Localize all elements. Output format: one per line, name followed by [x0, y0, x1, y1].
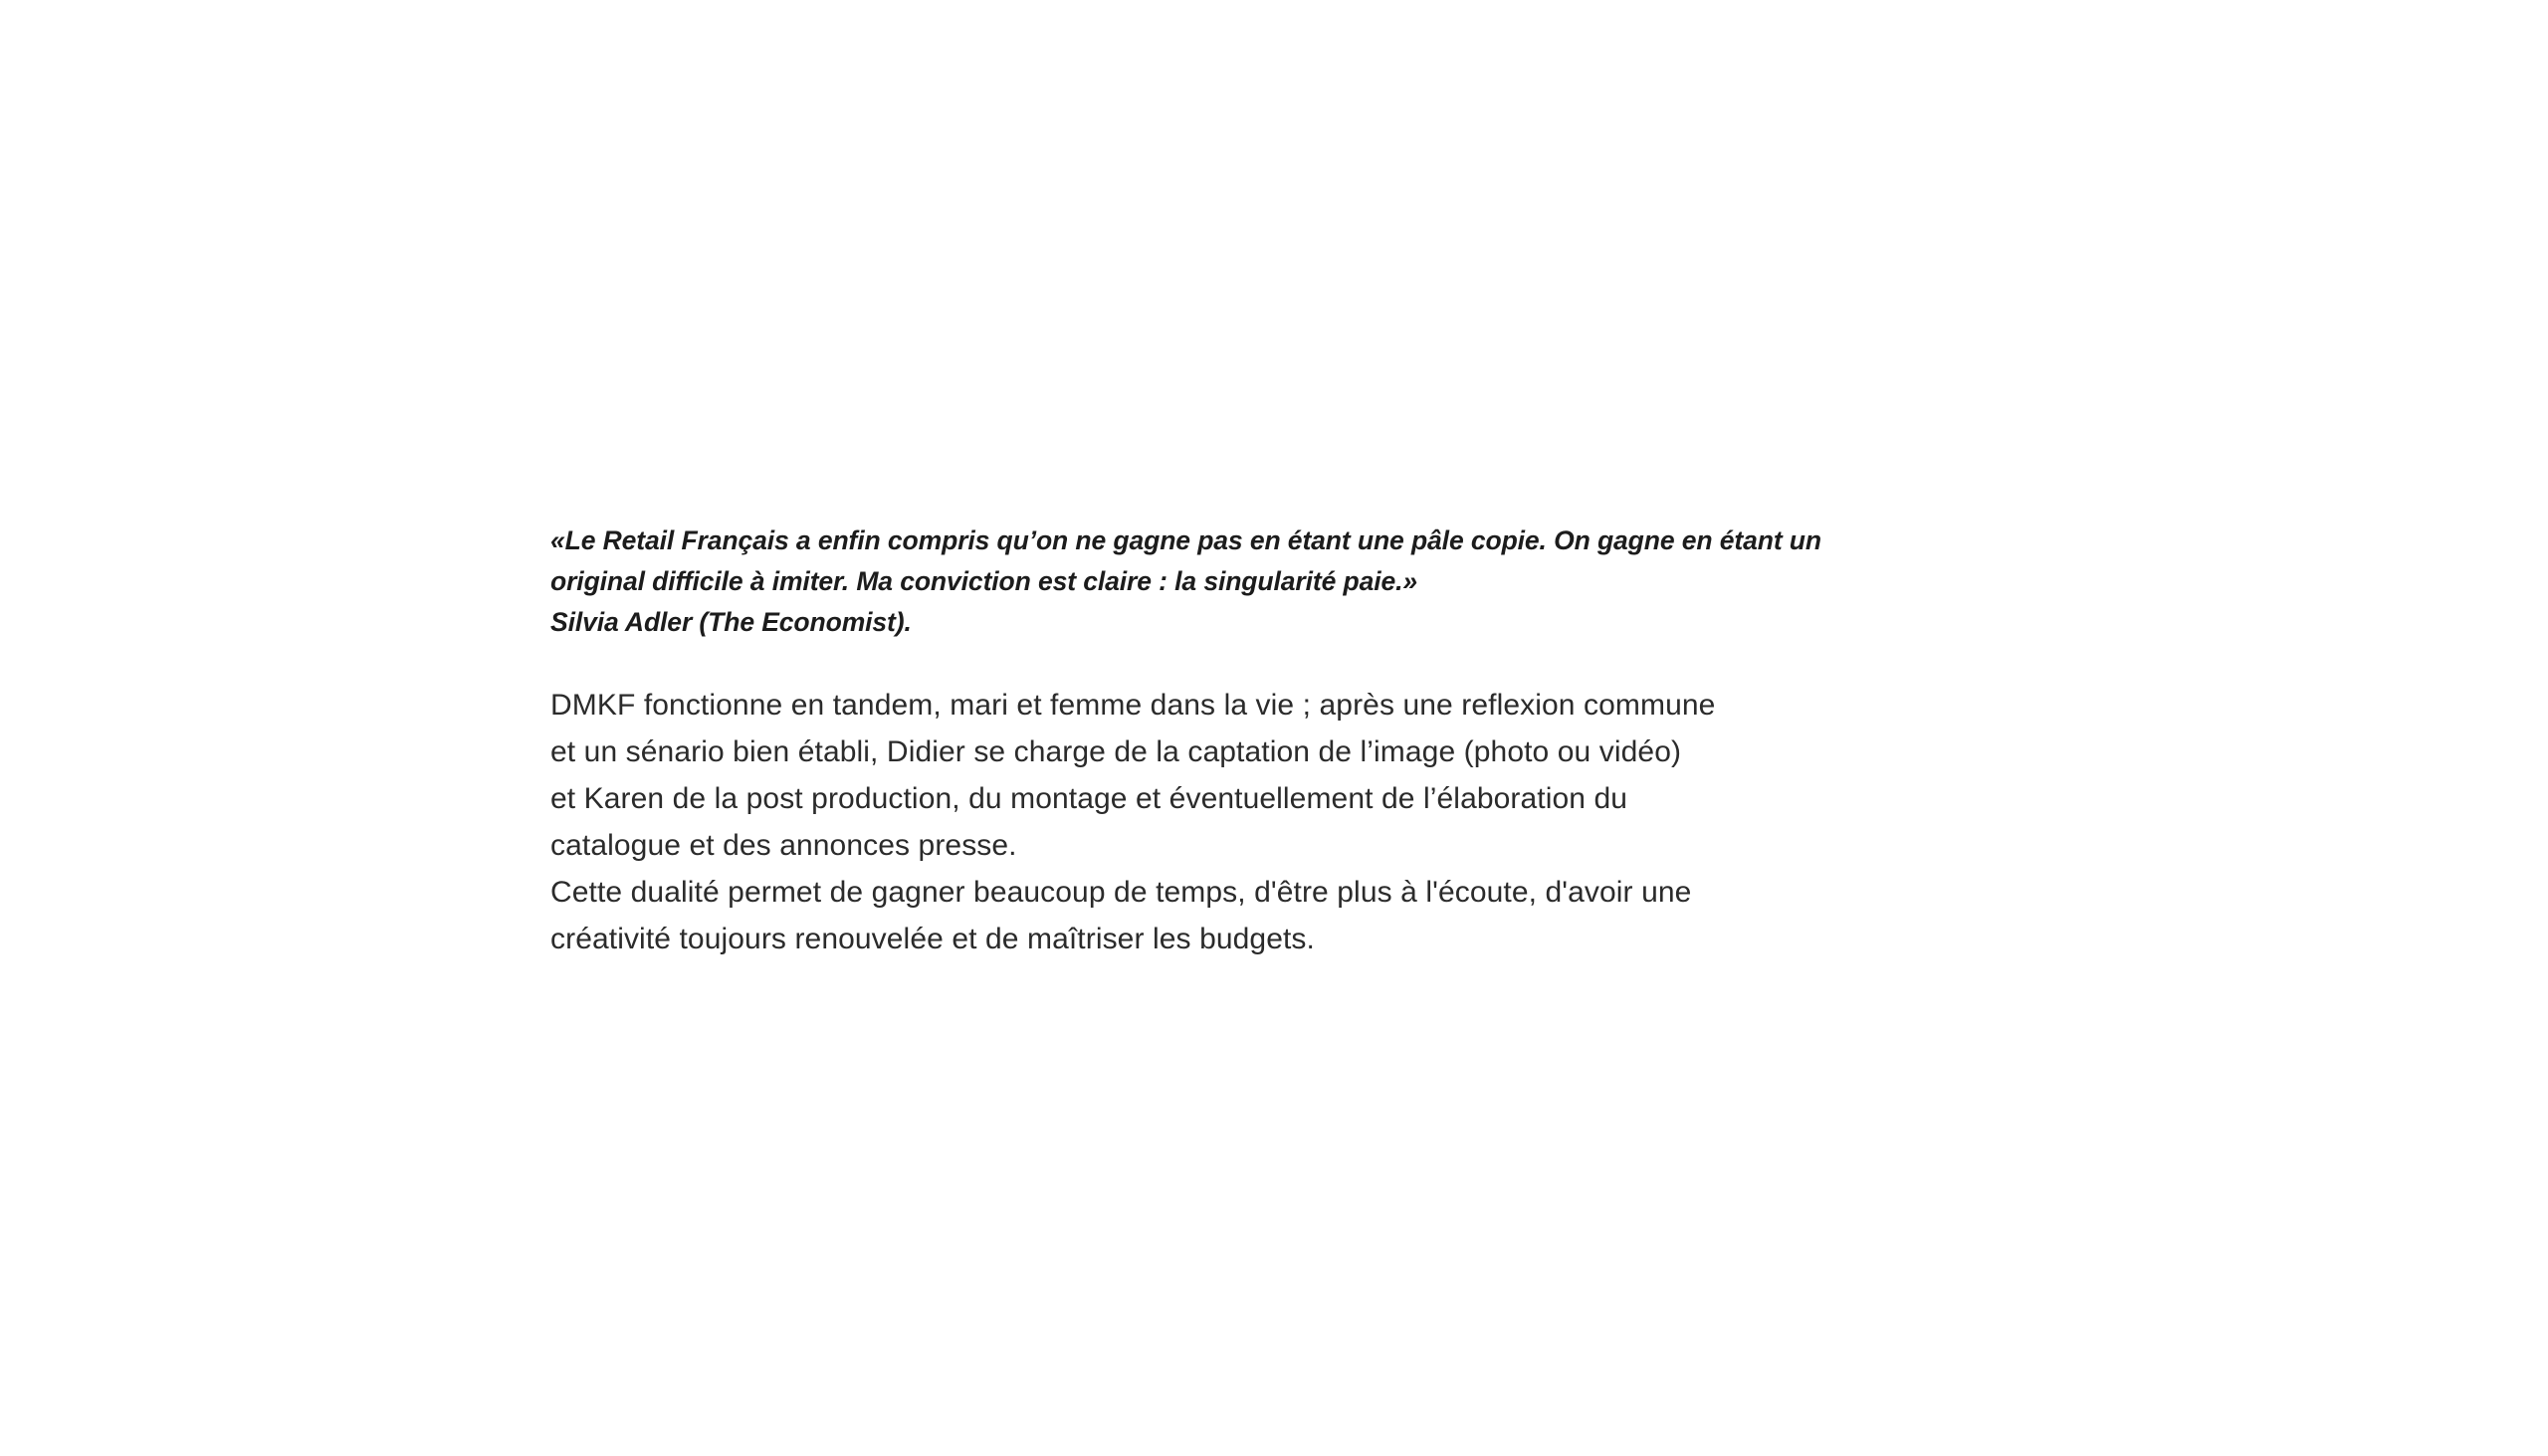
body-paragraph-1-line-3: et Karen de la post production, du montage et éventuellement de l’élaboration du	[550, 782, 1628, 815]
body-paragraph-1-line-1: DMKF fonctionne en tandem, mari et femme dans la vie ; après une reflexion commune	[550, 689, 1716, 722]
body-paragraph-2-line-2: créativité toujours renouvelée et de maîtriser les budgets.	[550, 923, 1315, 955]
quote-line-2: original difficile à imiter. Ma conviction est claire : la singularité paie.»	[550, 566, 1418, 596]
quote-line-1: «Le Retail Français a enfin compris qu’on ne gagne pas en étant une pâle copie. On gagne en étant un	[550, 525, 1821, 555]
text-content-block	[550, 520, 2023, 962]
body-copy	[550, 682, 2023, 962]
pull-quote	[550, 520, 2023, 643]
body-paragraph-1-line-2: et un sénario bien établi, Didier se charge de la captation de l’image (photo ou vidéo)	[550, 735, 1682, 768]
body-paragraph-2-line-1: Cette dualité permet de gagner beaucoup de temps, d'être plus à l'écoute, d'avoir une	[550, 876, 1692, 909]
body-paragraph-1-line-4: catalogue et des annonces presse.	[550, 829, 1017, 862]
quote-attribution: Silvia Adler (The Economist).	[550, 607, 912, 637]
